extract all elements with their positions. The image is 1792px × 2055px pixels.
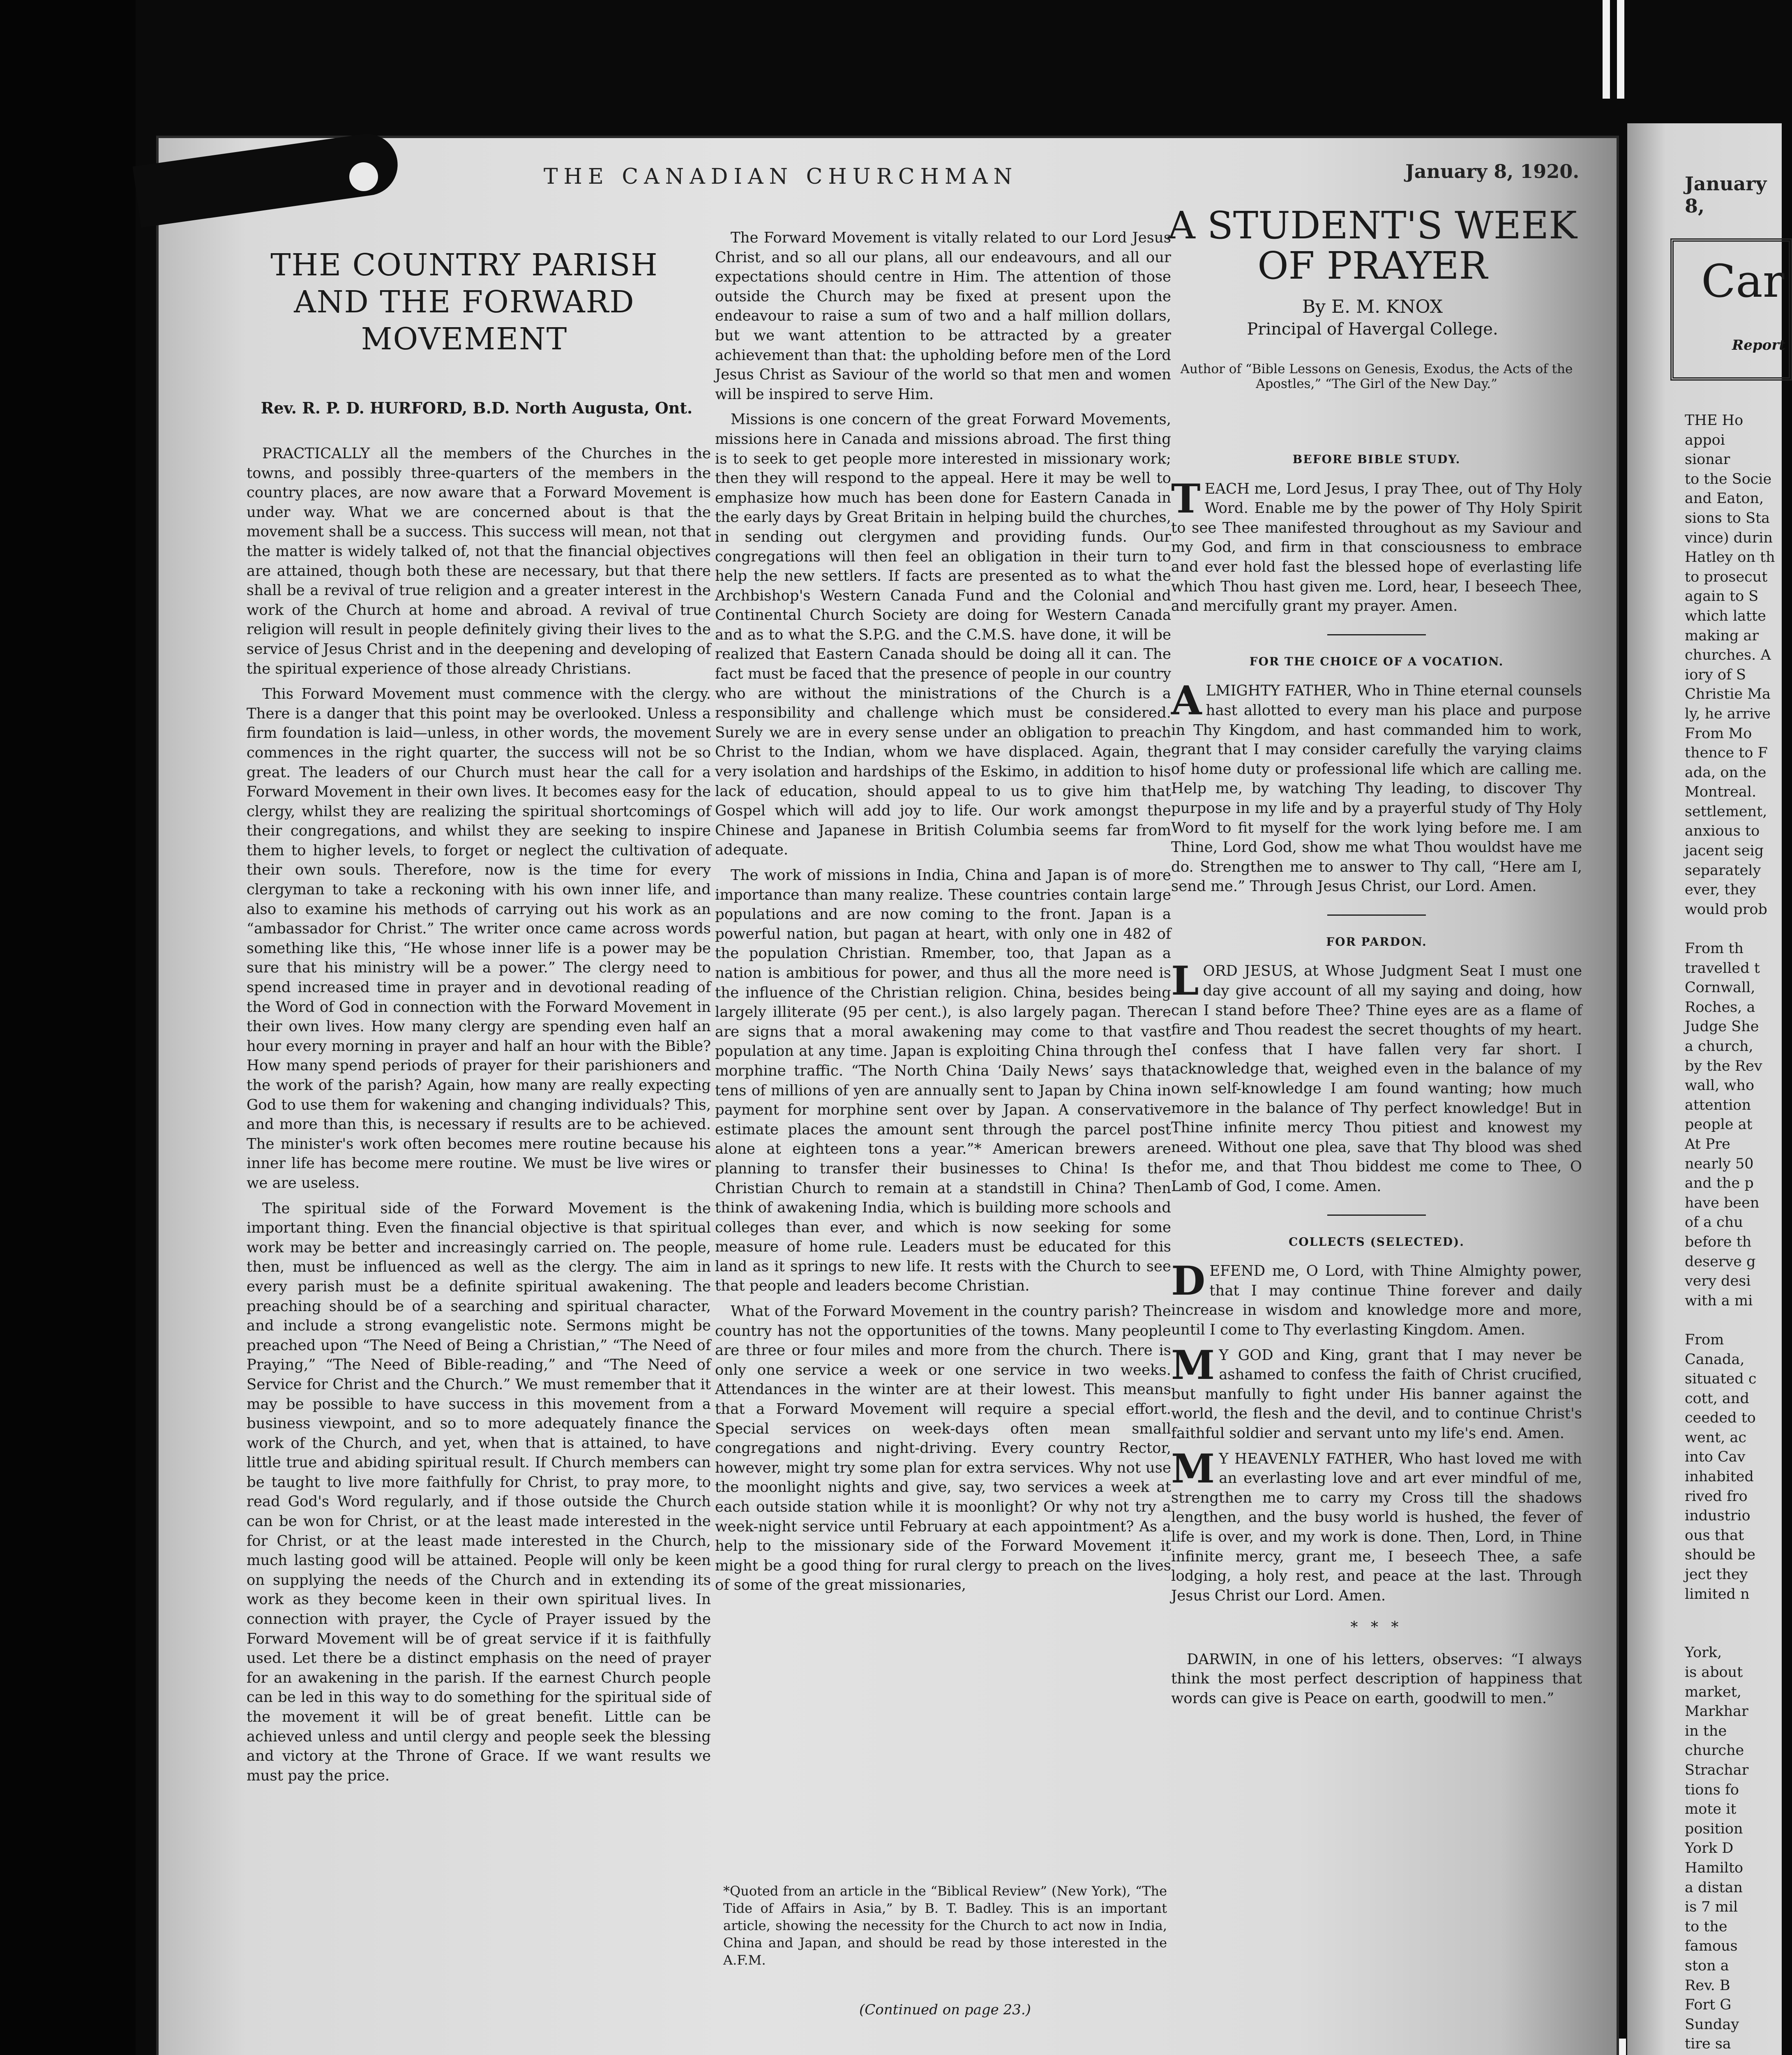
next-page-line: tions fo [1685,1781,1739,1798]
next-page-line: have been [1685,1194,1760,1211]
collect: M Y GOD and King, grant that I may never be ashamed to confess the faith of Christ crucified, but manfully to fight under His banner against the world, the flesh and the devil, and to continue Christ's faithful soldier and servant unto my life's end. Amen. [1171,1342,1582,1442]
section-heading: COLLECTS (SELECTED). [1288,1235,1465,1249]
next-page-line: Strachar [1685,1762,1749,1778]
drop-cap: M [1171,1445,1215,1492]
section-heading: FOR THE CHOICE OF A VOCATION. [1249,654,1504,668]
next-page-line: nearly 50 [1685,1155,1754,1172]
next-page-line: wall, who [1685,1077,1755,1094]
next-page-date: January 8, [1685,173,1767,217]
film-edge-left [0,0,136,2055]
next-page-line: At Pre [1685,1136,1730,1152]
next-page-line: a distan [1685,1879,1743,1896]
continued-note: (Continued on page 23.) [859,2002,1031,2018]
next-page-line: is about [1685,1664,1743,1681]
next-page-line: appoi [1685,432,1725,448]
next-page-line [1685,1604,1783,1624]
next-page-line: and Eaton, [1685,490,1764,507]
next-page-line: ject they [1685,1566,1748,1583]
collect: DEFEND me, O Lord, with Thine Almighty power, that I may continue Thine forever and daily increase in wisdom and knowledge more and more, until I come to Thy everlasting Kingdom. Amen. [1171,1258,1582,1338]
next-page-line: Canada, [1685,1351,1745,1368]
drop-cap: L [1171,958,1199,1004]
next-page-line: making ar [1685,627,1759,644]
next-page-line: to the Socie [1685,471,1772,487]
next-page-line: ceeded to [1685,1410,1756,1427]
next-page-line: very desi [1685,1273,1751,1290]
next-page-line: a church, [1685,1038,1753,1055]
section-heading: FOR PARDON. [1326,935,1427,949]
drop-cap: T [1171,475,1201,522]
column-1 [247,444,711,1791]
next-page-line: Fort G [1685,1997,1732,2013]
tab-hole [349,162,378,191]
next-page-line: of a chu [1685,1214,1743,1231]
next-page-line: Roches, a [1685,999,1755,1016]
author-name: By E. M. KNOX [1302,296,1443,317]
next-page-line: would prob [1685,901,1767,918]
next-page-line: should be [1685,1547,1755,1563]
next-page-line [1685,1624,1783,1644]
next-page-line: market, [1685,1683,1741,1700]
next-page-line: to the [1685,1918,1727,1935]
footnote: *Quoted from an article in the “Biblical Review” (New York), “The Tide of Affairs in Asia,” by B. T. Badley. This is an important article, showing the necessity for the Church to act now in India, China and Japan, and should be read by those interested in the A.F.M. [723,1883,1167,1968]
next-page-line: limited n [1685,1586,1750,1602]
next-page-line: Hatley on th [1685,549,1775,566]
next-page-line: iory of S [1685,666,1746,683]
next-page-line [1685,1311,1783,1330]
section-heading: BEFORE BIBLE STUDY. [1292,453,1461,466]
next-page-line: From [1685,1331,1724,1348]
next-page-line: Judge She [1685,1018,1759,1035]
next-page-line: into Cav [1685,1449,1746,1466]
next-page-line: Sunday [1685,2016,1739,2033]
divider [1327,914,1426,916]
next-page-line: with a mi [1685,1292,1753,1309]
next-page-line [1685,919,1783,939]
paragraph: This Forward Movement must commence with the clergy. There is a danger that this point may be overlooked. Unless a firm foundation is laid—unless, in other words, the movement commences in the right quarter, the success will not be so great. The leaders of our Church must hear the call for a Forward Movement in their own lives. It becomes easy for the clergy, whilst they are realizing the spiritual shortcomings of their congregations, and whilst they are seeking to inspire them to higher levels, to forget or neglect the cultivation of their own souls. Therefore, now is the time for every clergyman to take a reckoning with his own inner life, and also to examine his methods of carrying out his work as an “ambassador for Christ.” The writer once came across words something like this, “He whose inner life is a power may be sure that his ministry will be a power.” The clergy need to spend increased time in prayer and in devotional reading of the Word of God in connection with the Forward Movement in their own lives. How many clergy are spending even half an hour every morning in prayer and half an hour with the Bible? How many spend periods of prayer for their parishioners and the work of the parish? Again, how many are really expecting God to use them for wakening and changing individuals? This, and more than this, is necessary if results are to be achieved. The minister's work often becomes mere routine because his inner life has become mere routine. We must be live wires or we are useless. [247,686,711,1191]
drop-cap: A [1171,677,1202,724]
sprocket-mark [1617,0,1624,99]
next-page-line: THE Ho [1685,412,1744,429]
column-3 [1171,436,1582,1714]
next-page-line: thence to F [1685,745,1768,762]
next-page-title: Car [1701,255,1785,307]
next-page-line: York, [1685,1644,1722,1661]
next-page-line: and the p [1685,1175,1754,1192]
page-date: January 8, 1920. [1405,160,1580,182]
next-page-line: separately [1685,862,1761,879]
next-page-line: before th [1685,1233,1752,1250]
next-page-line: vince) durin [1685,529,1773,546]
next-page-line: travelled t [1685,960,1760,977]
paragraph: The work of missions in India, China and Japan is of more importance than many realize. These countries contain large populations and are now coming to the front. Japan is a powerful nation, but pagan at heart, with only one in 482 of the population Christian. Rmember, too, that Japan as a nation is ambitious for power, and thus all the more need is the influence of the Christian religion. China, besides being largely illiterate (95 per cent.), is also largely pagan. There are signs that a moral awakening may come to that vast population at any time. Japan is exploiting China through the morphine traffic. “The North China ‘Daily News’ says that tens of millions of yen are annually sent to Japan by China in payment for morphine sent over by Japan. A conservative estimate places the amount sent through the parcel post alone at eighteen tons a year.”* American brewers are planning to transfer their businesses to China! Is the Christian Church to remain at a standstill in China? Then think of awakening India, which is building more schools and colleges than ever, and which is now seeking for some measure of home rule. Leaders must be educated for this land as it springs to new life. It rests with the Church to see that people and leaders become Christian. [715,867,1171,1295]
prayer: TEACH me, Lord Jesus, I pray Thee, out of Thy Holy Word. Enable me by the power of Thy Holy Spirit to see Thee manifested throughout as my Saviour and my God, and firm in that consciousness to embrace and ever hold fast the blessed hope of everlasting life which Thou hast given me. Lord, hear, I beseech Thee, and mercifully grant my prayer. Amen. [1171,475,1582,615]
next-page-line: to prosecut [1685,568,1768,585]
divider [1327,1215,1426,1216]
next-page-line: anxious to [1685,823,1760,840]
next-page-line: in the [1685,1723,1727,1739]
ornament-stars: * * * [1350,1619,1403,1636]
next-page-line: tire sa [1685,2036,1731,2053]
next-page-line: jacent seig [1685,843,1764,859]
running-head: THE CANADIAN CHURCHMAN [543,164,1018,189]
paragraph: PRACTICALLY all the members of the Churches in the towns, and possibly three-quarters of the members in the country places, are now aware that a Forward Movement is under way. What we are concerned about is that the movement shall be a success. This success will mean, not that the matter is widely talked of, not that the financial objectives are attained, though both these are necessary, but that there shall be a revival of true religion and a greater interest in the work of the Church at home and abroad. A revival of true religion will result in people definitely giving their lives to the service of Jesus Christ and in the deepening and developing of the spiritual experience of those already Christians. [247,445,711,677]
next-page-line: people at [1685,1116,1753,1133]
next-page-line: sions to Sta [1685,510,1770,526]
next-page-text [1685,411,1783,2053]
article2-byline [1151,296,1594,340]
drop-cap: D [1171,1258,1206,1305]
next-page-line: From th [1685,940,1744,957]
divider [1327,634,1426,635]
next-page-report: Report [1732,337,1785,353]
next-page-line: deserve g [1685,1253,1756,1270]
next-page-line: attention [1685,1097,1751,1113]
article-title: THE COUNTRY PARISH AND THE FORWARD MOVEMENT [270,247,658,357]
next-page-line: Hamilto [1685,1859,1744,1876]
collect: M Y HEAVENLY FATHER, Who hast loved me with an everlasting love and art ever mindful of me, strengthen me to carry my Cross till the shadows lengthen, and the busy world is hushed, the fever of life is over, and my work is done. Then, Lord, in Thine infinite mercy, grant me, I beseech Thee, a safe lodging, a holy rest, and peace at the last. Through Jesus Christ our Lord. Amen. [1171,1445,1582,1604]
next-page-line: by the Rev [1685,1058,1762,1074]
column-2 [715,228,1171,1601]
next-page-line: industrio [1685,1508,1750,1524]
next-page-line: Montreal. [1685,784,1757,801]
next-page-line: churches. A [1685,647,1771,664]
next-page-line: ever, they [1685,882,1756,898]
next-page-line: ous that [1685,1527,1744,1544]
drop-cap: M [1171,1342,1215,1388]
next-page-line: sionar [1685,451,1730,468]
next-page-line: position [1685,1820,1743,1837]
prayer: ALMIGHTY FATHER, Who in Thine eternal counsels hast allotted to every man his place and purpose in Thy Kingdom, and hast commanded him to work, grant that I may consider carefully the varying claims of home duty or professional life which are calling me. Help me, by watching Thy leading, to discover Thy purpose in my life and by a prayerful study of Thy Holy Word to fit myself for the work lying before me. I am Thine, Lord God, show me what Thou wouldst have me do. Strengthen me to answer to Thy call, “Here am I, send me.” Through Jesus Christ, our Lord. Amen. [1171,677,1582,895]
next-page-line: cott, and [1685,1390,1749,1407]
next-page-line: Rev. B [1685,1977,1730,1994]
next-page-line: churche [1685,1742,1744,1759]
next-page-line: inhabited [1685,1469,1754,1485]
next-page-line: rived fro [1685,1488,1748,1505]
next-page-line: went, ac [1685,1429,1746,1446]
next-page-line: again to S [1685,588,1759,605]
next-page-line: Markhar [1685,1703,1748,1720]
sprocket-mark [1603,0,1610,99]
article2-title: A STUDENT'S WEEK OF PRAYER [1168,203,1577,288]
paragraph: Missions is one concern of the great Forward Movements, missions here in Canada and missions abroad. The first thing is to seek to get people more interested in missionary work; then they will respond to the appeal. Here it may be well to emphasize how much has been done for Eastern Canada in the early days by Great Britain in helping build the churches, in sending out clergymen and providing funds. Our congregations will then feel an obligation in their turn to help the new settlers. If facts are presented as to what the Archbishop's Western Canada Fund and the Colonial and Continental Church Society are doing for Western Canada and as to what the S.P.G. and the C.M.S. have done, it will be realized that Eastern Canada should be doing all it can. The fact must be faced that the presence of people in our country who are without the ministrations of the Church is a responsibility and challenge which must be considered. Surely we are in every sense under an obligation to preach Christ to the Indian, whom we have displaced. Again, the very isolation and hardships of the Eskimo, in addition to his lack of education, should appeal to us to give him that Gospel which will add joy to life. Our work amongst the Chinese and Japanese in British Columbia seems far from adequate. [715,411,1171,859]
next-page-line: famous [1685,1938,1738,1955]
paragraph: What of the Forward Movement in the country parish? The country has not the opportunities of the towns. Many people are three or four miles and more from the church. There is only one service a week or one service in two weeks. Attendances in the winter are at their lowest. This means that a Forward Movement will require a special effort. Special services on week-days often mean small congregations and night-driving. Every country Rector, however, might try some plan for extra services. Why not use the moonlight nights and give, say, two services a week at each outside station while it is moonlight? Or why not try a week-night service until February at each appointment? As a help to the missionary side of the Forward Movement it might be a good thing for rural clergy to preach on the lives of some of the great missionaries, [715,1303,1171,1594]
next-page-line: ada, on the [1685,764,1767,781]
next-page-line: which latte [1685,607,1766,624]
paragraph: The spiritual side of the Forward Movement is the important thing. Even the financial objective is that spiritual work may be better and increasingly carried on. The people, then, must be influenced as well as the clergy. The aim in every parish must be a definite spiritual awakening. The preaching should be of a searching and spiritual character, and include a strong evangelistic note. Sermons might be preached upon “The Need of Being a Christian,” “The Need of Praying,” “The Need of Bible-reading,” and “The Need of Service for Christ and the Church.” We must remember that it may be possible to have success in this movement from a business viewpoint, and so to more adequately finance the work of the Church, and yet, when that is attained, to have little true and abiding spiritual result. If Church members can be taught to live more faithfully for Christ, to pray more, to read God's Word regularly, and if those outside the Church can be won for Christ, or at the least made interested in the for Christ, or at the least made interested in the Church, much lasting good will be attained. People will only be keen on supplying the needs of the Church and in extending its work as they become keen in their own spiritual lives. In connection with prayer, the Cycle of Prayer issued by the Forward Movement will be of great service if it is faithfully used. Let there be a distinct emphasis on the need of prayer for an awakening in the parish. If the earnest Church people can be led in this way to do something for the spiritual side of the movement it will be of great benefit. Little can be achieved unless and until clergy and people seek the blessing and victory at the Throne of Grace. If we want results we must pay the price. [247,1200,711,1784]
author-position: Principal of Havergal College. [1247,320,1498,339]
prayer: LORD JESUS, at Whose Judgment Seat I must one day give account of all my saying and doing, how can I stand before Thee? Thine eyes are as a flame of fire and Thou readest the secret thoughts of my heart. I confess that I have fallen very far short. I acknowledge that, weighed even in the balance of my own self-knowledge I am found wanting; how much more in the balance of Thy perfect knowledge! But in Thine infinite mercy Thou pitiest and knowest my need. Without one plea, save that Thy blood was shed for me, and that Thou biddest me come to Thee, O Lamb of God, I come. Amen. [1171,958,1582,1195]
next-page-line: York D [1685,1840,1734,1857]
next-page-line: settlement, [1685,803,1767,820]
author-note: Author of “Bible Lessons on Genesis, Exodus, the Acts of the Apostles,” “The Girl of the New Day.” [1180,362,1573,391]
next-page-line: situated c [1685,1371,1757,1388]
next-page-line: Cornwall, [1685,979,1755,996]
next-page-line: is 7 mil [1685,1899,1738,1916]
next-page-line: ston a [1685,1957,1729,1974]
article-byline: Rev. R. P. D. HURFORD, B.D. North Augusta, Ont. [261,399,693,417]
darwin-quote: DARWIN, in one of his letters, observes: “I always think the most perfect description of happiness that words can give is Peace on earth, goodwill to men.” [1171,1651,1582,1707]
next-page-line: From Mo [1685,725,1752,742]
next-page-line: mote it [1685,1801,1737,1818]
paragraph: The Forward Movement is vitally related to our Lord Jesus Christ, and so all our plans, all our endeavours, and all our expectations should centre in Him. The attention of those outside the Church may be fixed at present upon the endeavour to raise a sum of two and a half million dollars, but we want attention to be attracted by a greater achievement than that: the upholding before men of the Lord Jesus Christ as Saviour of the world so that men and women will be inspired to serve Him. [715,229,1171,403]
next-page-line: ly, he arrive [1685,705,1771,722]
next-page-line: Christie Ma [1685,686,1771,703]
